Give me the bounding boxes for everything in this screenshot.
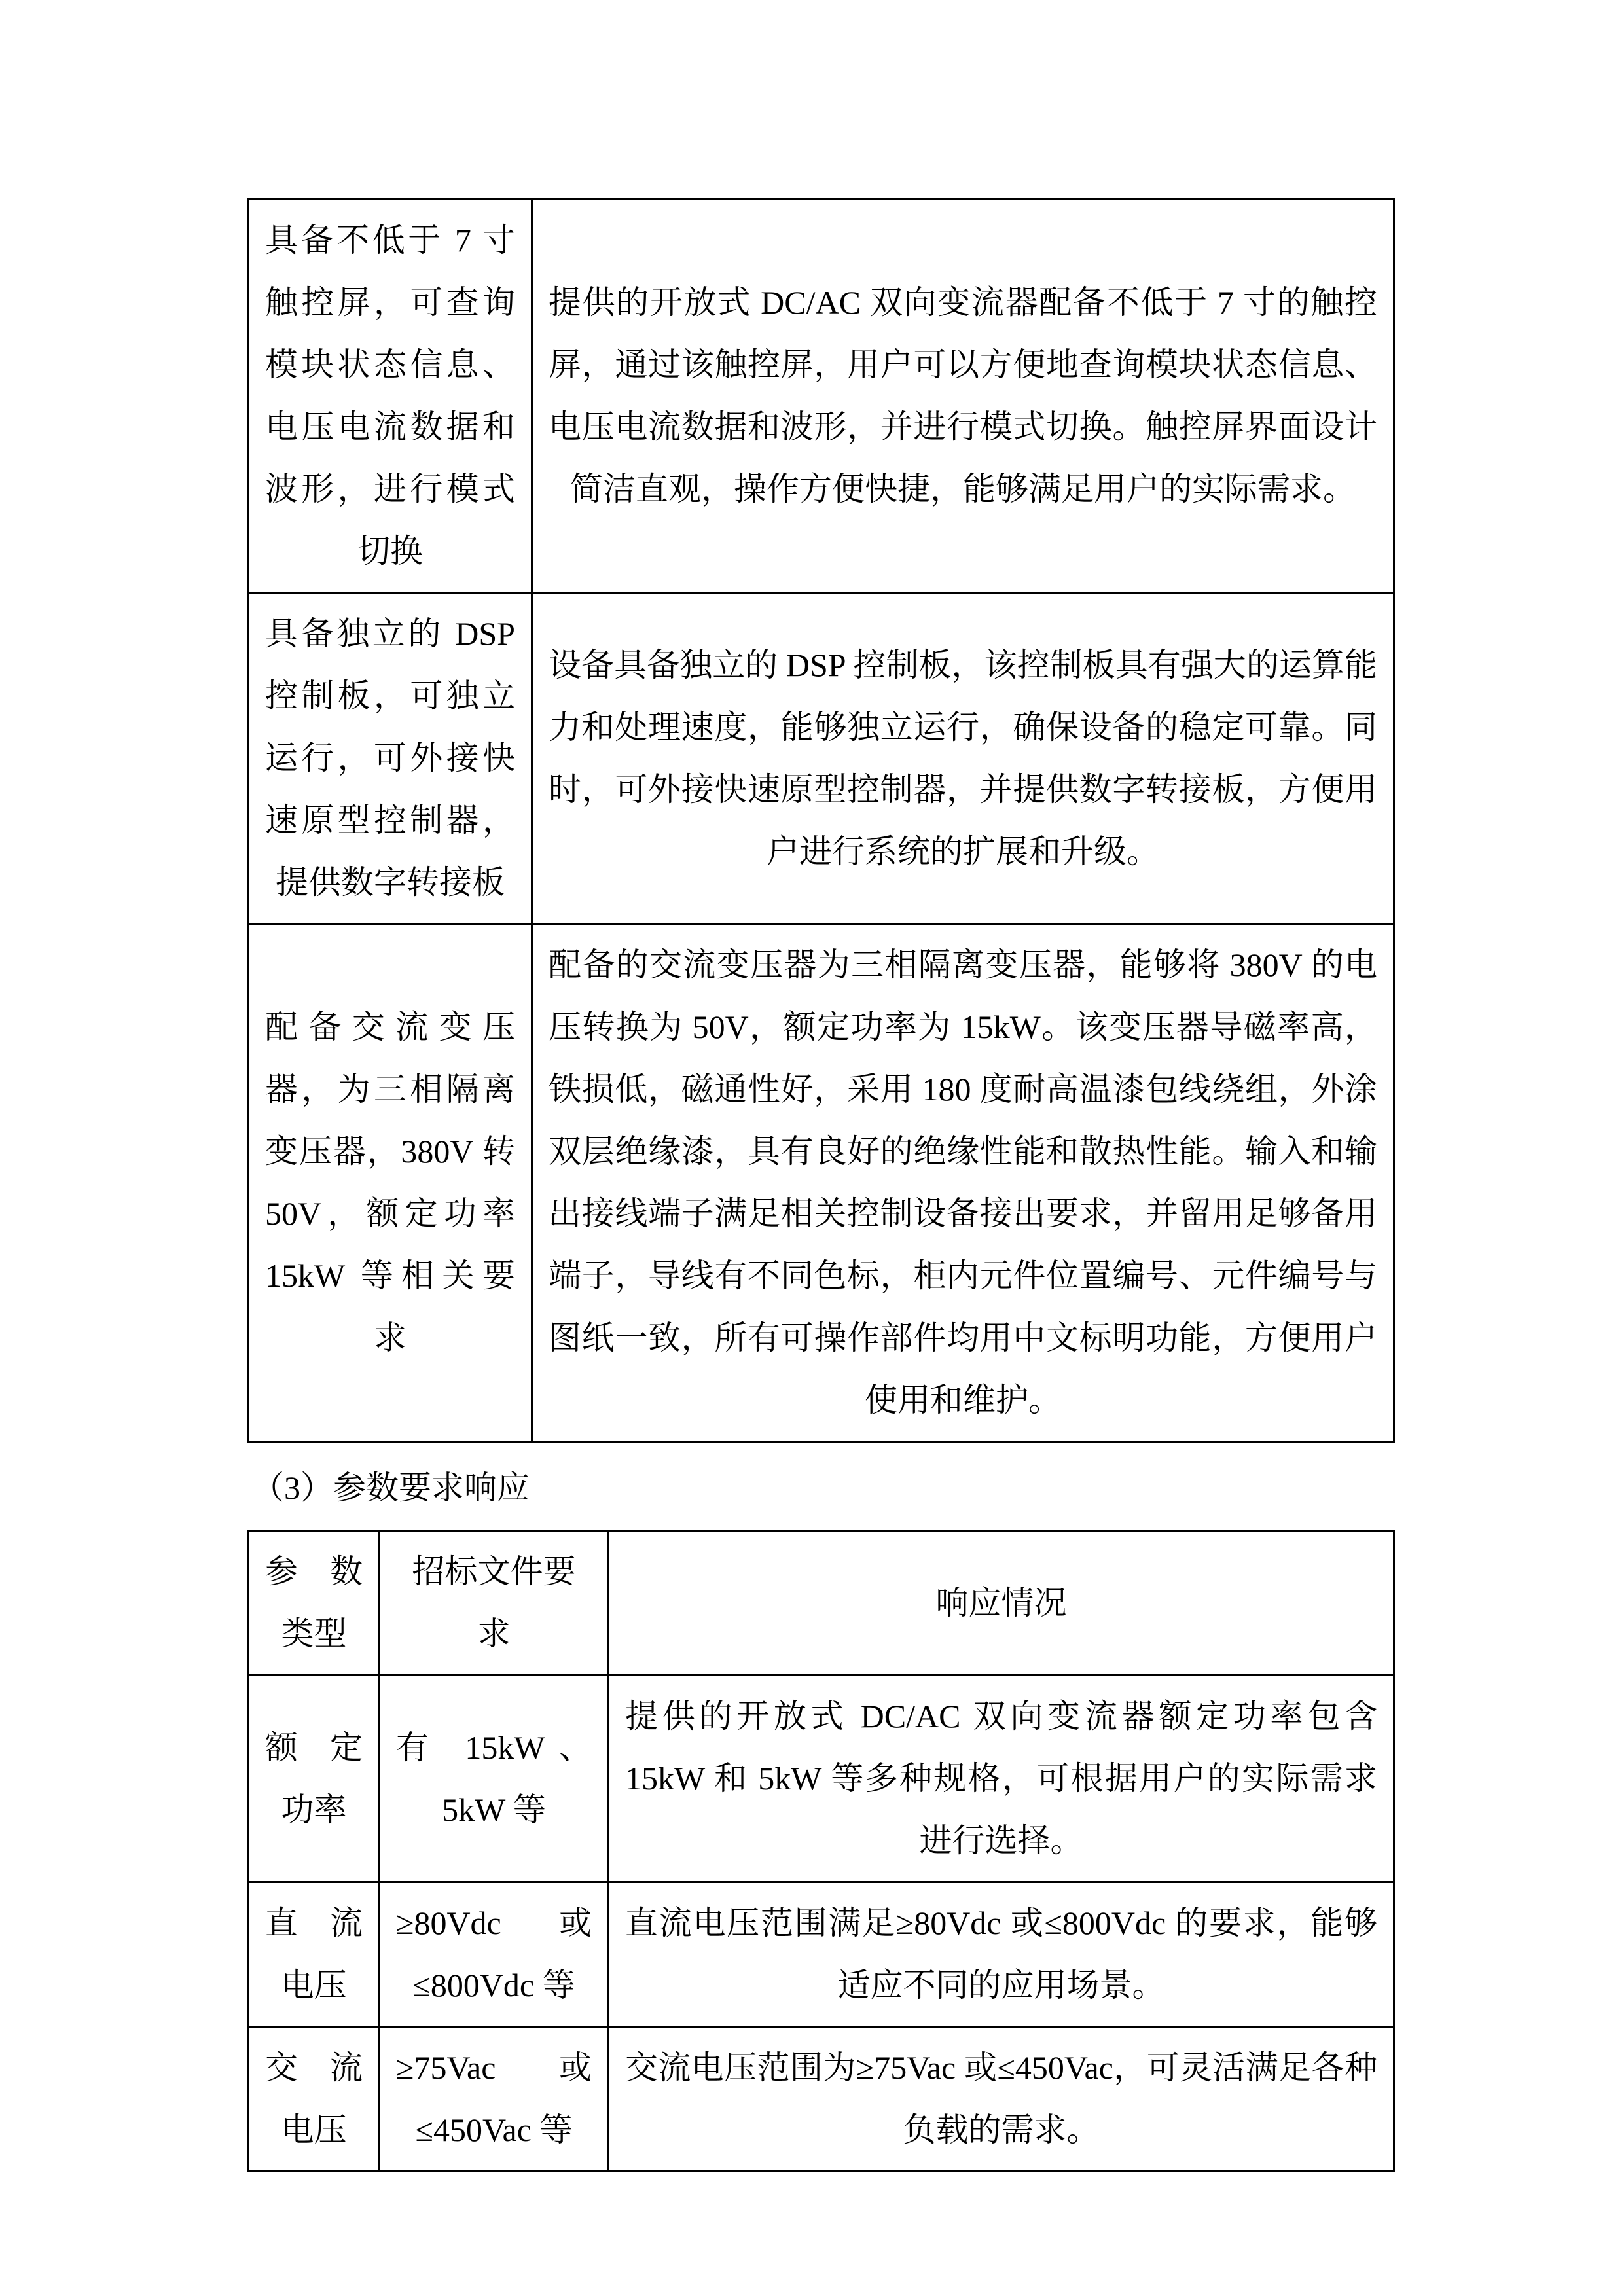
table-row — [249, 593, 1394, 924]
column-header-tender-requirement: 招标文件要求 — [380, 1531, 609, 1676]
table-row — [249, 1882, 1394, 2027]
param-type-cell: 额定功率 — [249, 1676, 380, 1882]
column-header-param-type: 参数类型 — [249, 1531, 380, 1676]
response-cell: 提供的开放式 DC/AC 双向变流器额定功率包含 15kW 和 5kW 等多种规格，可根据用户的实际需求进行选择。 — [609, 1676, 1394, 1882]
table-row — [249, 924, 1394, 1442]
table-row — [249, 2027, 1394, 2172]
response-cell: 配备的交流变压器为三相隔离变压器，能够将 380V 的电压转换为 50V，额定功率为 15kW。该变压器导磁率高，铁损低，磁通性好，采用 180 度耐高温漆包线绕组，外涂双层绝缘漆，具有良好的绝缘性能和散热性能。输入和输出接线端子满足相关控制设备接出要求，并留用足够备用端子，导线有不同色标，柜内元件位置编号、元件编号与图纸一致，所有可操作部件均用中文标明功能，方便用户使用和维护。 — [532, 924, 1394, 1442]
response-cell: 设备具备独立的 DSP 控制板，该控制板具有强大的运算能力和处理速度，能够独立运行，确保设备的稳定可靠。同时，可外接快速原型控制器，并提供数字转接板，方便用户进行系统的扩展和升级。 — [532, 593, 1394, 924]
column-header-response: 响应情况 — [609, 1531, 1394, 1676]
response-cell: 直流电压范围满足≥80Vdc 或≤800Vdc 的要求，能够适应不同的应用场景。 — [609, 1882, 1394, 2027]
param-type-cell: 直流电压 — [249, 1882, 380, 2027]
section-heading: （3）参数要求响应 — [251, 1469, 530, 1506]
param-type-cell: 交流电压 — [249, 2027, 380, 2172]
table-row — [249, 200, 1394, 593]
tender-requirement-cell: 有 15kW、5kW 等 — [380, 1676, 609, 1882]
response-cell: 提供的开放式 DC/AC 双向变流器配备不低于 7 寸的触控屏，通过该触控屏，用户可以方便地查询模块状态信息、电压电流数据和波形，并进行模式切换。触控屏界面设计简洁直观，操作方便快捷，能够满足用户的实际需求。 — [532, 200, 1394, 593]
requirement-cell: 具备独立的 DSP 控制板，可独立运行，可外接快速原型控制器，提供数字转接板 — [249, 593, 532, 924]
table-header-row — [249, 1531, 1394, 1676]
tender-requirement-cell: ≥80Vdc 或 ≤800Vdc 等 — [380, 1882, 609, 2027]
tender-requirement-cell: ≥75Vac 或 ≤450Vac 等 — [380, 2027, 609, 2172]
table-row — [249, 1676, 1394, 1882]
response-cell: 交流电压范围为≥75Vac 或≤450Vac，可灵活满足各种负载的需求。 — [609, 2027, 1394, 2172]
requirements-response-table — [247, 198, 1395, 1443]
requirement-cell: 具备不低于 7 寸触控屏，可查询模块状态信息、电压电流数据和波形，进行模式切换 — [249, 200, 532, 593]
requirement-cell: 配备交流变压器，为三相隔离变压器，380V 转 50V，额定功率 15kW 等相关要求 — [249, 924, 532, 1442]
parameter-response-table — [247, 1530, 1395, 2172]
